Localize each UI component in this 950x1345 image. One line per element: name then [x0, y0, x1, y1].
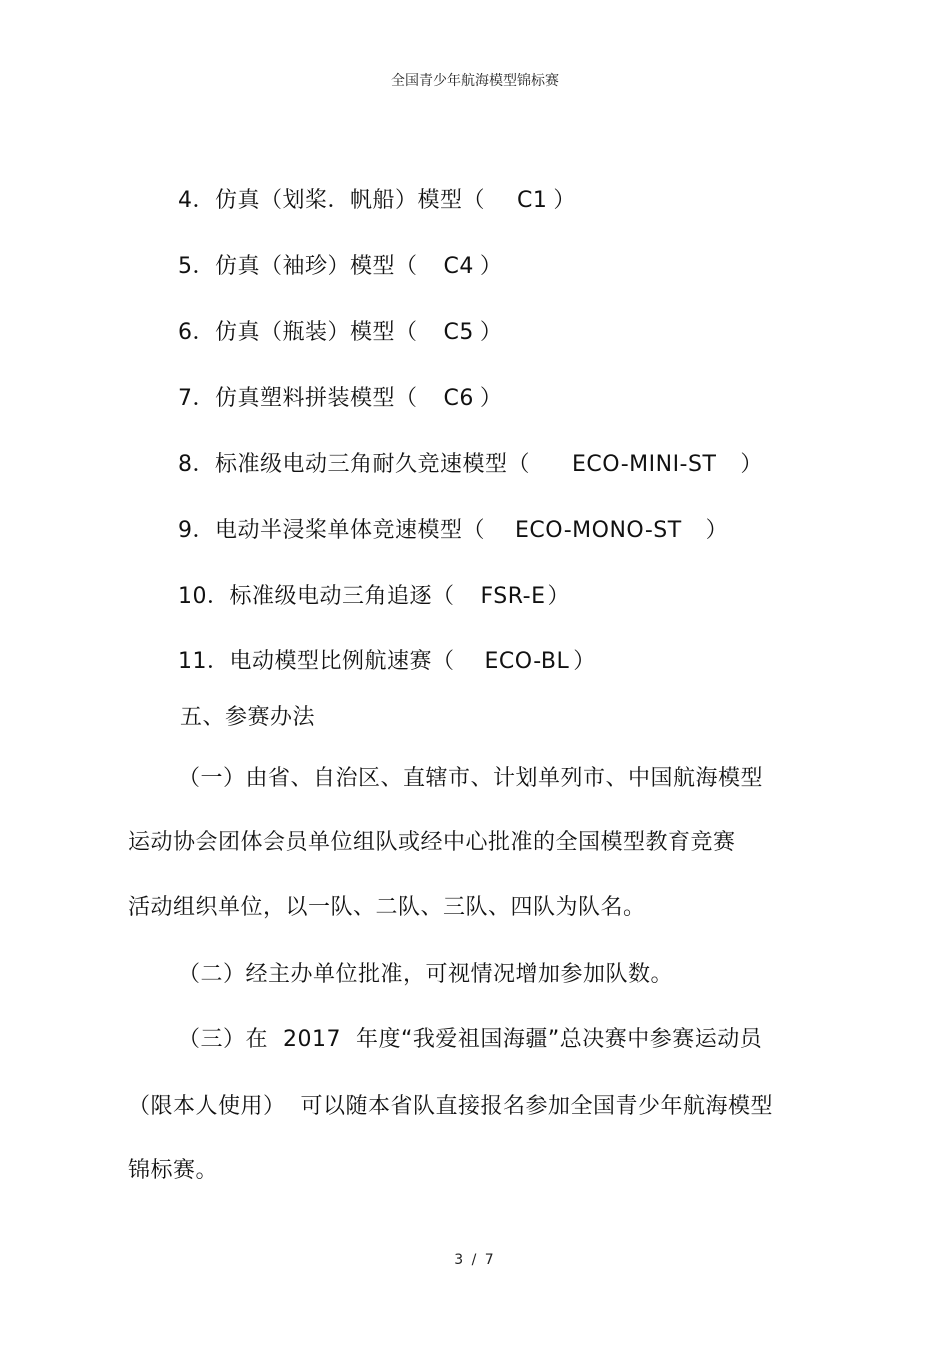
- item-text: 标准级电动三角耐久竞速模型（: [215, 452, 531, 477]
- item-number: 5．: [178, 254, 215, 279]
- paragraph-line: 运动协会团体会员单位组队或经中心批准的全国模型教育竞赛: [128, 830, 736, 855]
- list-item: [178, 318, 502, 348]
- page-number: 3 / 7: [454, 1252, 496, 1268]
- item-close: ）: [479, 254, 503, 279]
- item-number: 8．: [178, 452, 215, 477]
- list-item: [178, 450, 763, 480]
- item-close: ）: [705, 518, 729, 543]
- section-heading: 五、参赛办法: [180, 705, 316, 730]
- list-item: [178, 516, 728, 546]
- list-item: [178, 582, 570, 612]
- item-text: 仿真塑料拼装模型（: [215, 386, 418, 411]
- item-code: C6: [443, 386, 474, 411]
- paragraph-line: （二）经主办单位批准，可视情况增加参加队数。: [178, 962, 674, 987]
- paragraph-line: （三）在 2017 年度“我爱祖国海疆”总决赛中参赛运动员: [178, 1027, 763, 1052]
- paragraph-line: （一）由省、自治区、直辖市、计划单列市、中国航海模型: [178, 766, 764, 791]
- paragraph-line: 活动组织单位，以一队、二队、三队、四队为队名。: [128, 895, 646, 920]
- item-number: 9．: [178, 518, 215, 543]
- item-close: ）: [547, 584, 570, 609]
- item-close: ）: [479, 386, 503, 411]
- item-number: 10．: [178, 584, 230, 609]
- list-item: [178, 384, 502, 414]
- item-code: ECO-MONO-ST: [515, 518, 682, 543]
- item-close: ）: [573, 649, 596, 674]
- item-text: 仿真（划桨．帆船）模型（: [215, 188, 486, 213]
- item-text: 电动模型比例航速赛（: [229, 649, 455, 674]
- item-number: 4．: [178, 188, 215, 213]
- item-code: FSR-E: [480, 584, 546, 609]
- list-item: [178, 186, 576, 216]
- paragraph-line: （限本人使用） 可以随本省队直接报名参加全国青少年航海模型: [128, 1094, 773, 1119]
- item-code: C5: [443, 320, 474, 345]
- item-text: 电动半浸桨单体竞速模型（: [215, 518, 486, 543]
- item-code: ECO-BL: [484, 649, 570, 674]
- item-text: 标准级电动三角追逐（: [229, 584, 455, 609]
- item-number: 6．: [178, 320, 215, 345]
- item-number: 7．: [178, 386, 215, 411]
- item-close: ）: [479, 320, 503, 345]
- item-code: ECO-MINI-ST: [572, 452, 717, 477]
- item-text: 仿真（瓶装）模型（: [215, 320, 418, 345]
- list-item: [178, 252, 502, 282]
- item-close: ）: [740, 452, 763, 477]
- item-code: C4: [443, 254, 474, 279]
- item-code: C1: [517, 188, 548, 213]
- item-close: ）: [553, 188, 576, 213]
- item-text: 仿真（袖珍）模型（: [215, 254, 418, 279]
- paragraph-line: 锦标赛。: [128, 1158, 219, 1183]
- item-number: 11．: [178, 649, 230, 674]
- page-header: 全国青少年航海模型锦标赛: [391, 73, 559, 89]
- list-item: [178, 647, 596, 677]
